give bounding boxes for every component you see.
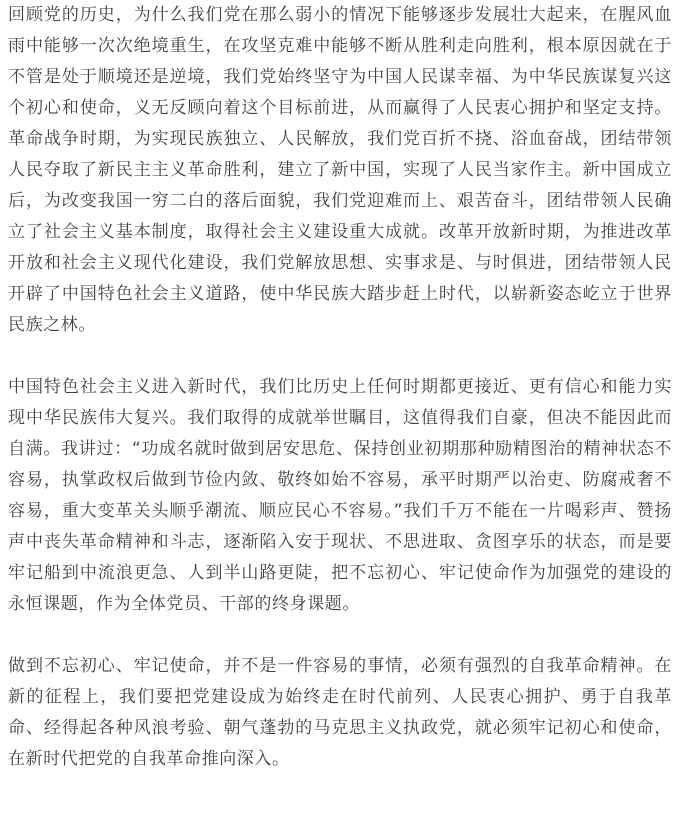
article-body <box>8 0 672 775</box>
paragraph-new-era: 中国特色社会主义进入新时代，我们比历史上任何时期都更接近、更有信心和能力实现中华民族伟大复兴。我们取得的成就举世瞩目，这值得我们自豪，但决不能因此而自满。我讲过：“功成名就时做到居安思危、保持创业初期那种励精图治的精神状态不容易，执掌政权后做到节俭内敛、敬终如始不容易，承平时期严以治吏、防腐戒奢不容易，重大变革关头顺乎潮流、顺应民心不容易。”我们千万不能在一片喝彩声、赞扬声中丧失革命精神和斗志，逐渐陷入安于现状、不思进取、贪图享乐的状态，而是要牢记船到中流浪更急、人到半山路更陡，把不忘初心、牢记使命作为加强党的建设的永恒课题，作为全体党员、干部的终身课题。 <box>8 377 672 614</box>
paragraph-history: 回顾党的历史，为什么我们党在那么弱小的情况下能够逐步发展壮大起来，在腥风血雨中能够一次次绝境重生，在攻坚克难中能够不断从胜利走向胜利，根本原因就在于不管是处于顺境还是逆境，我们党始终坚守为中国人民谋幸福、为中华民族谋复兴这个初心和使命，义无反顾向着这个目标前进，从而赢得了人民衷心拥护和坚定支持。革命战争时期，为实现民族独立、人民解放，我们党百折不挠、浴血奋战，团结带领人民夺取了新民主主义革命胜利，建立了新中国，实现了人民当家作主。新中国成立后，为改变我国一穷二白的落后面貌，我们党迎难而上、艰苦奋斗，团结带领人民确立了社会主义基本制度，取得社会主义建设重大成就。改革开放新时期，为推进改革开放和社会主义现代化建设，我们党解放思想、实事求是、与时俱进，团结带领人民开辟了中国特色社会主义道路，使中华民族大踏步赶上时代，以崭新姿态屹立于世界民族之林。 <box>8 5 672 335</box>
paragraph-self-revolution: 做到不忘初心、牢记使命，并不是一件容易的事情，必须有强烈的自我革命精神。在新的征程上，我们要把党建设成为始终走在时代前列、人民衷心拥护、勇于自我革命、经得起各种风浪考验、朝气蓬勃的马克思主义执政党，就必须牢记初心和使命，在新时代把党的自我革命推向深入。 <box>8 656 672 769</box>
